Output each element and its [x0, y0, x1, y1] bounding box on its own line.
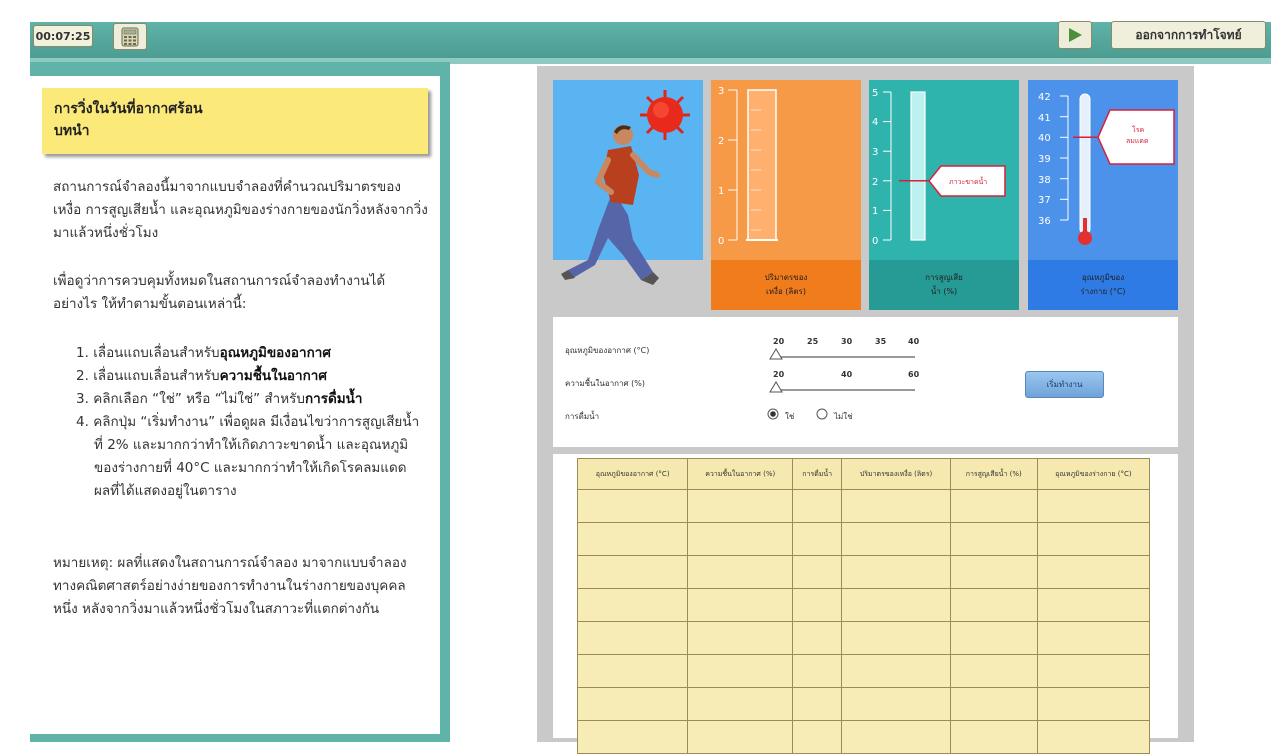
- visual-panels: [553, 80, 1178, 310]
- drink-no-radio[interactable]: [816, 408, 828, 420]
- tick-label: 0: [872, 236, 879, 247]
- tick-label: 35: [875, 337, 887, 346]
- list-item: 2. เลื่อนแถบเลื่อนสำหรับความชื้นในอากาศ: [76, 368, 327, 384]
- table-row: [578, 589, 1150, 622]
- table-cell: [793, 688, 842, 721]
- table-row: [578, 490, 1150, 523]
- note-paragraph: หมายเหตุ: ผลที่แสดงในสถานการณ์จำลอง มาจากแบบจำลองทางคณิตศาสตร์อย่างง่ายของการทำงานในร่างกายของบุคคลหนึ่ง หลังจากวิ่งมาแล้วหนึ่งชั่วโมงในสภาวะที่แตกต่างกัน: [53, 555, 407, 617]
- table-cell: [793, 556, 842, 589]
- column-header: อุณหภูมิของอากาศ (°C): [578, 459, 688, 490]
- table-cell: [688, 556, 793, 589]
- table-cell: [842, 688, 950, 721]
- air-temp-label: อุณหภูมิของอากาศ (°C): [565, 346, 650, 355]
- table-cell: [950, 655, 1037, 688]
- table-cell: [688, 589, 793, 622]
- tick-label: 37: [1038, 195, 1051, 206]
- table-cell: [1037, 523, 1149, 556]
- table-cell: [950, 490, 1037, 523]
- table-cell: [578, 688, 688, 721]
- table-cell: [578, 490, 688, 523]
- table-cell: [1037, 490, 1149, 523]
- table-cell: [688, 622, 793, 655]
- tick-label: 40: [1038, 133, 1051, 144]
- tick-label: 60: [908, 370, 920, 379]
- table-cell: [950, 589, 1037, 622]
- table-cell: [842, 523, 950, 556]
- table-cell: [688, 721, 793, 754]
- humidity-slider-track[interactable]: [775, 389, 915, 391]
- dehydration-label: ภาวะขาดน้ำ: [949, 178, 988, 186]
- tick-label: 1: [872, 206, 879, 217]
- table-row: [578, 721, 1150, 754]
- play-button[interactable]: [1058, 21, 1092, 49]
- table-row: [578, 622, 1150, 655]
- tick-label: 3: [872, 147, 879, 158]
- air-temp-slider-thumb[interactable]: [769, 348, 783, 360]
- sun-icon: [640, 90, 690, 140]
- intro-paragraph: สถานการณ์จำลองนี้มาจากแบบจำลองที่คำนวณปริมาตรของเหงื่อ การสูญเสียน้ำ และอุณหภูมิของร่างกายของนักวิ่งหลังจากวิ่งมาแล้วหนึ่งชั่วโมง: [53, 179, 428, 241]
- body-temp-panel: [1028, 80, 1178, 310]
- list-item: 1. เลื่อนแถบเลื่อนสำหรับอุณหภูมิของอากาศ: [76, 345, 331, 361]
- air-temp-slider-track[interactable]: [775, 356, 915, 358]
- table-cell: [578, 655, 688, 688]
- tick-label: 41: [1038, 113, 1051, 124]
- table-cell: [1037, 688, 1149, 721]
- table-cell: [842, 490, 950, 523]
- table-header-row: [578, 459, 1150, 490]
- table-row: [578, 655, 1150, 688]
- drink-label: การดื่มน้ำ: [565, 412, 600, 421]
- table-row: [578, 556, 1150, 589]
- water-loss-label: การสูญเสีย น้ำ (%): [925, 273, 963, 296]
- section-title: บทนำ: [54, 123, 90, 139]
- tick-label: 30: [841, 337, 853, 346]
- table-cell: [842, 622, 950, 655]
- tick-label: 36: [1038, 216, 1051, 227]
- runner-icon: [561, 125, 659, 285]
- start-button[interactable]: เริ่มทำงาน: [1025, 371, 1104, 398]
- tick-label: 40: [841, 370, 853, 379]
- column-header: การดื่มน้ำ: [793, 459, 842, 490]
- table-cell: [793, 622, 842, 655]
- water-loss-panel: [869, 80, 1019, 310]
- table-cell: [842, 655, 950, 688]
- table-cell: [1037, 721, 1149, 754]
- table-cell: [950, 721, 1037, 754]
- table-cell: [950, 622, 1037, 655]
- play-icon: [1066, 26, 1084, 44]
- table-cell: [688, 490, 793, 523]
- table-cell: [1037, 556, 1149, 589]
- column-header: การสูญเสียน้ำ (%): [950, 459, 1037, 490]
- table-cell: [950, 688, 1037, 721]
- tick-label: 25: [807, 337, 819, 346]
- steps-list: [76, 342, 426, 503]
- table-row: [578, 688, 1150, 721]
- water-loss-gauge: [869, 80, 1019, 260]
- table-cell: [1037, 589, 1149, 622]
- table-cell: [842, 556, 950, 589]
- tick-label: 39: [1038, 154, 1051, 165]
- column-header: ความชื้นในอากาศ (%): [688, 459, 793, 490]
- table-cell: [578, 721, 688, 754]
- heatstroke-label: โรค: [1132, 126, 1145, 134]
- table-cell: [793, 655, 842, 688]
- table-cell: [578, 589, 688, 622]
- table-cell: [793, 490, 842, 523]
- humidity-label: ความชื้นในอากาศ (%): [565, 379, 645, 388]
- tick-label: 0: [718, 236, 725, 247]
- table-cell: [842, 721, 950, 754]
- table-cell: [793, 721, 842, 754]
- calculator-button[interactable]: [113, 23, 147, 50]
- heatstroke-label: ลมแดด: [1126, 137, 1149, 145]
- humidity-slider-thumb[interactable]: [769, 381, 783, 393]
- table-cell: [578, 622, 688, 655]
- table-cell: [950, 556, 1037, 589]
- column-header: อุณหภูมิของร่างกาย (°C): [1037, 459, 1149, 490]
- table-cell: [688, 655, 793, 688]
- exit-button[interactable]: ออกจากการทำโจทย์: [1111, 21, 1266, 49]
- table-cell: [793, 589, 842, 622]
- table-row: [578, 523, 1150, 556]
- tick-label: 20: [773, 337, 785, 346]
- thermometer-bulb: [1078, 231, 1092, 245]
- sweat-label: ปริมาตรของ เหงื่อ (ลิตร): [764, 273, 808, 296]
- title-box: [42, 88, 428, 154]
- cylinder-gauge: [711, 80, 861, 260]
- list-item: 3. คลิกเลือก “ใช่” หรือ “ไม่ใช่” สำหรับการดื่มน้ำ: [76, 391, 363, 407]
- runner-panel: [553, 80, 703, 310]
- list-item: 4. คลิกปุ่ม “เริ่มทำงาน” เพื่อดูผล มีเงื่อนไขว่าการสูญเสียน้ำที่ 2% และมากกว่าทำให้เกิดภาวะขาดน้ำ และอุณหภูมิของร่างกายที่ 40°C และมากกว่าทำให้เกิดโรคลมแดด ผลที่ได้แสดงอยู่ในตาราง: [76, 414, 420, 499]
- timer-display: 00:07:25: [33, 25, 93, 47]
- column-header: ปริมาตรของเหงื่อ (ลิตร): [842, 459, 950, 490]
- runner-illustration: [553, 80, 703, 310]
- table-cell: [688, 523, 793, 556]
- page-title: การวิ่งในวันที่อากาศร้อน: [54, 101, 203, 117]
- drink-no-label: ไม่ใช่: [834, 412, 853, 421]
- drink-yes-label: ใช่: [785, 412, 795, 421]
- thermometer-gauge: [1028, 80, 1178, 260]
- tick-label: 40: [908, 337, 920, 346]
- drink-yes-radio[interactable]: [767, 408, 779, 420]
- table-body: [578, 490, 1150, 754]
- tick-label: 20: [773, 370, 785, 379]
- tick-label: 38: [1038, 175, 1051, 186]
- tick-label: 4: [872, 117, 879, 128]
- table-cell: [1037, 655, 1149, 688]
- tick-label: 42: [1038, 92, 1051, 103]
- table-cell: [578, 556, 688, 589]
- calculator-icon: [121, 27, 139, 47]
- table-cell: [688, 688, 793, 721]
- tick-label: 1: [718, 186, 725, 197]
- tick-label: 2: [718, 136, 725, 147]
- table-cell: [950, 523, 1037, 556]
- instructions-paragraph: เพื่อดูว่าการควบคุมทั้งหมดในสถานการณ์จำลองทำงานได้อย่างไร ให้ทำตามขั้นตอนเหล่านี้:: [53, 273, 386, 312]
- sweat-panel: [711, 80, 861, 310]
- table-cell: [578, 523, 688, 556]
- results-table: [577, 458, 1150, 754]
- table-cell: [793, 523, 842, 556]
- tick-label: 3: [718, 86, 725, 97]
- body-temp-label: อุณหภูมิของ ร่างกาย (°C): [1080, 273, 1126, 296]
- tick-label: 5: [872, 88, 879, 99]
- table-cell: [1037, 622, 1149, 655]
- tick-label: 2: [872, 177, 879, 188]
- table-cell: [842, 589, 950, 622]
